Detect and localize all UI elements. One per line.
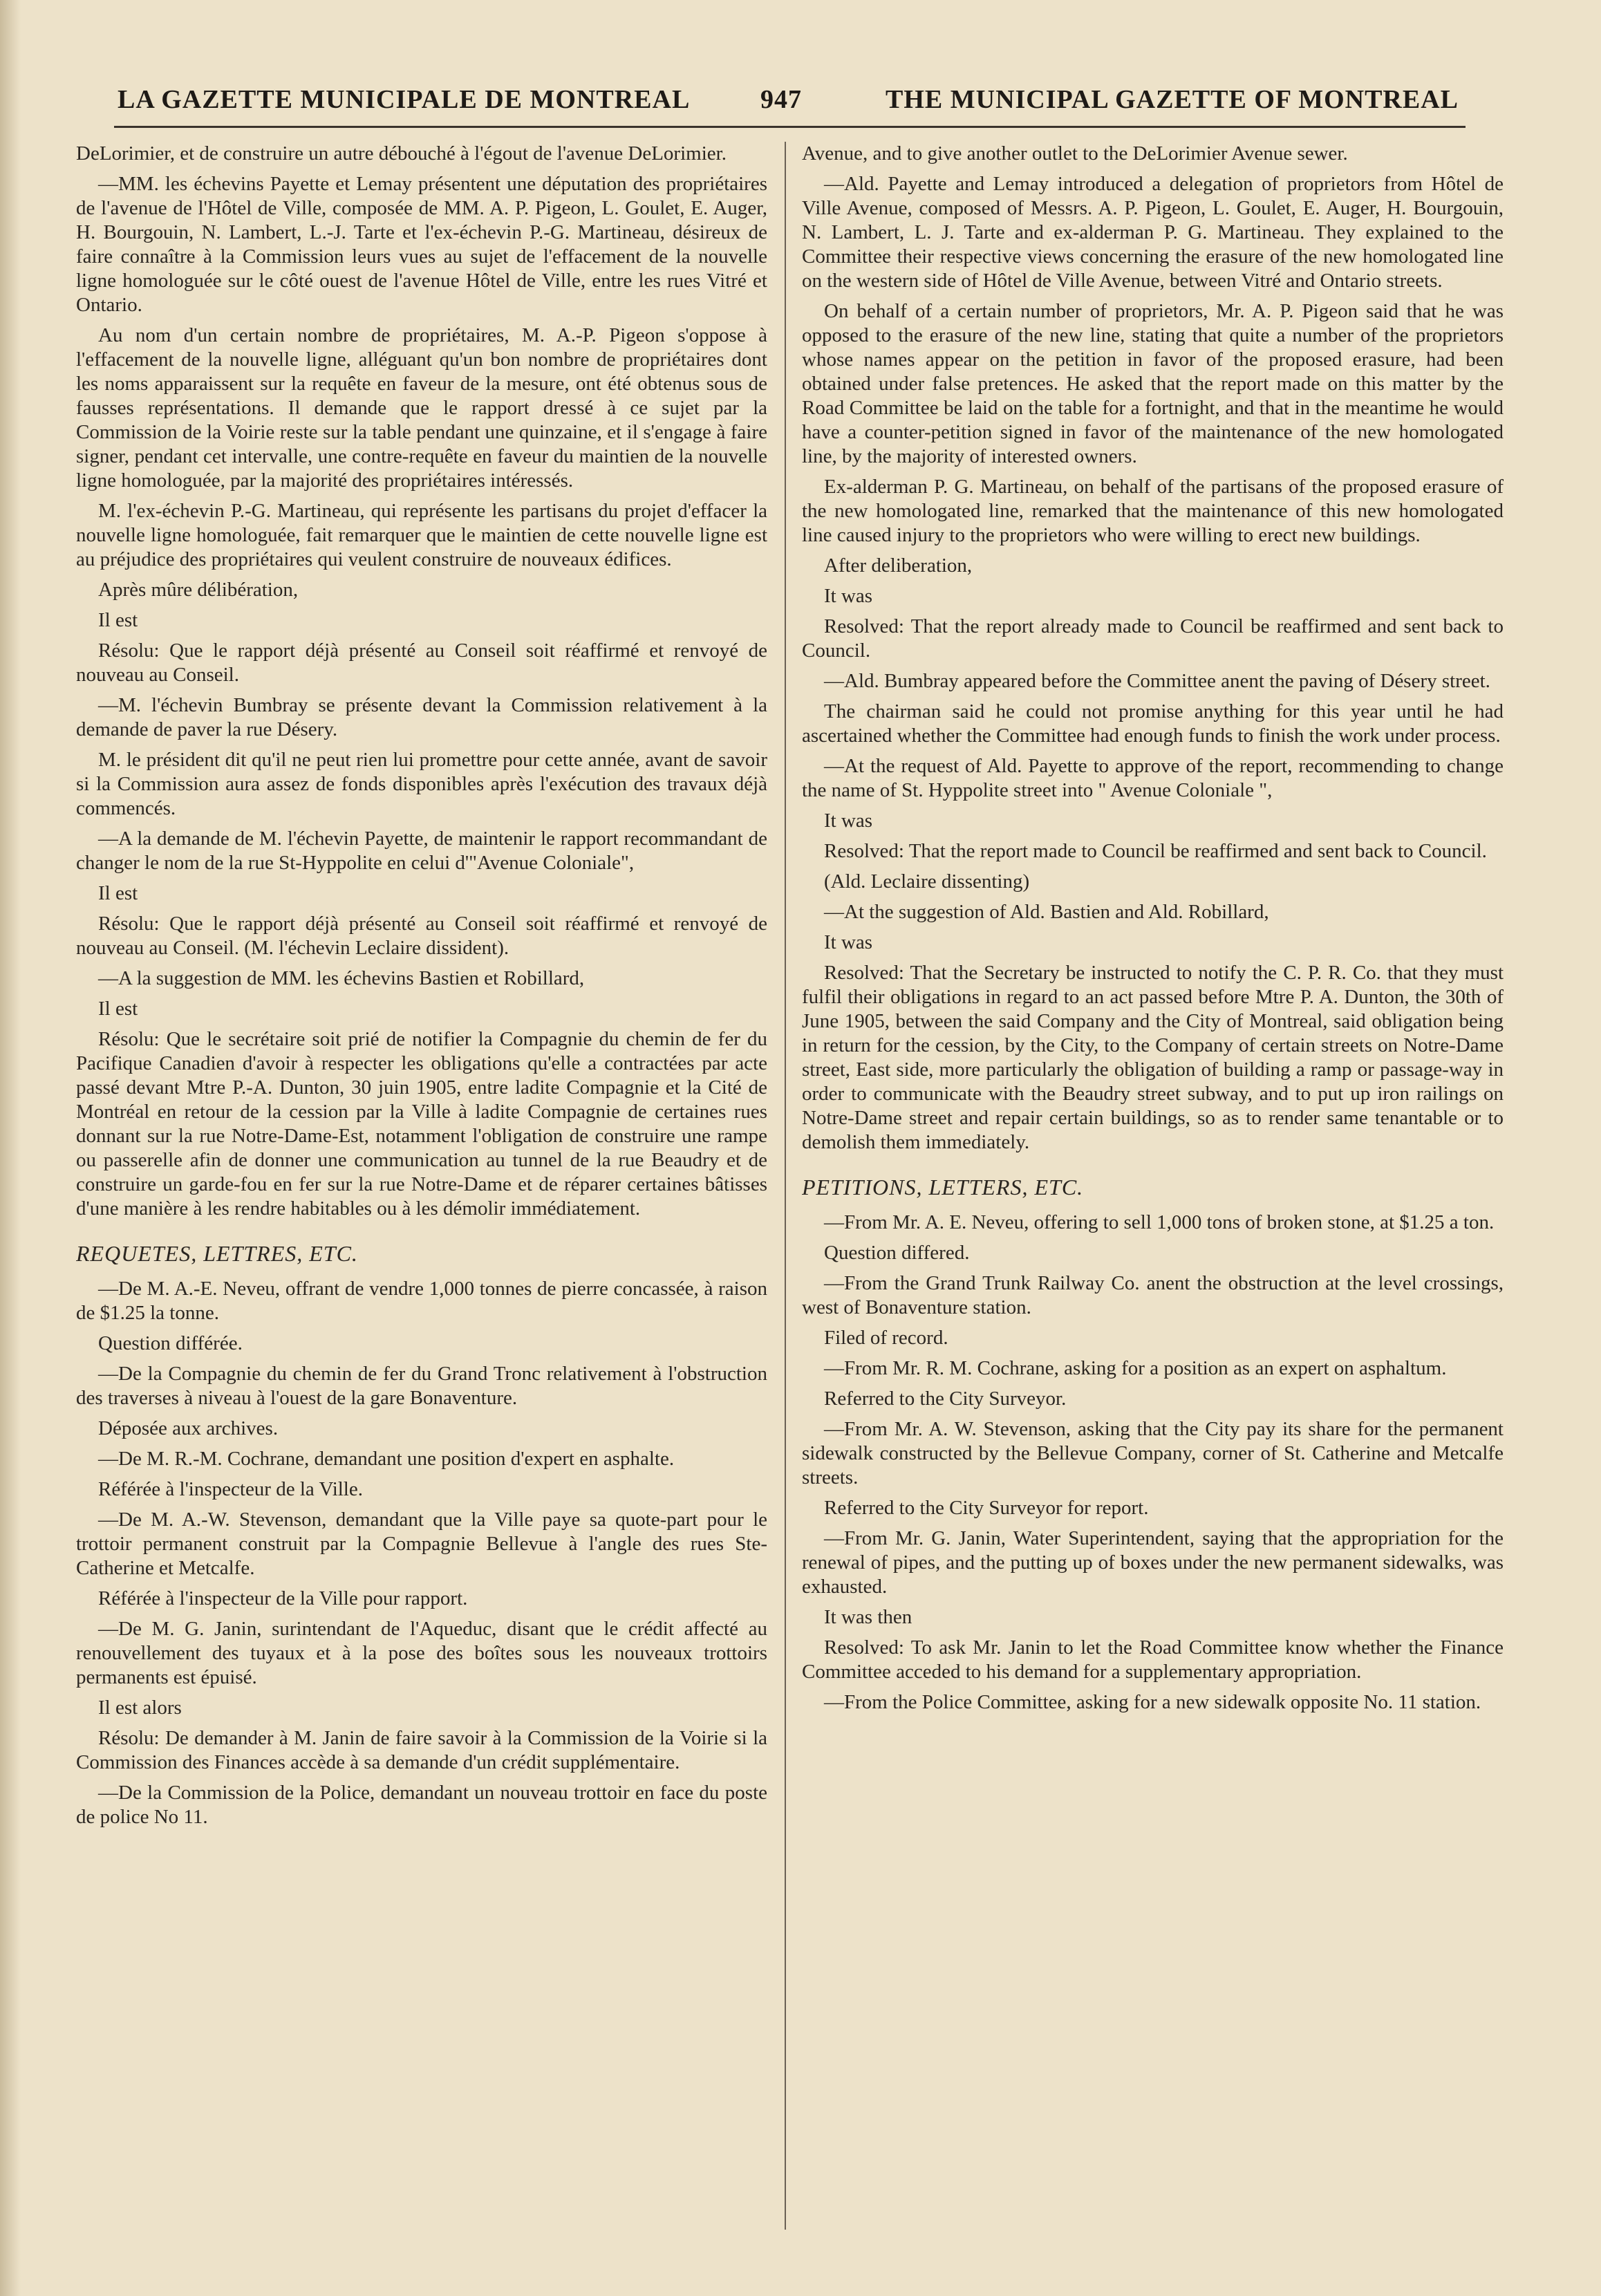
paragraph: —M. l'échevin Bumbray se présente devant la Commission relativement à la demande de paver la rue Désery.	[76, 694, 767, 740]
paragraph: Question différée.	[98, 1332, 243, 1354]
section-heading: PETITIONS, LETTERS, ETC.	[802, 1175, 1084, 1200]
paragraph: Resolved: That the report already made to Council be reaffirmed and sent back to Council.	[802, 615, 1504, 662]
paragraph: Il est	[98, 998, 138, 1020]
section-heading: REQUETES, LETTRES, ETC.	[76, 1241, 358, 1266]
paragraph: Il est	[98, 882, 138, 904]
paragraph: Au nom d'un certain nombre de propriétaires, M. A.-P. Pigeon s'oppose à l'effacement de la nouvelle ligne, alléguant qu'un bon nombre de propriétaires dont les noms apparaissent sur la requête en faveur de la mesure, ont été obtenus sous de fausses représentations. Il demande que le rapport dressé à ce sujet par la Commission de la Voirie reste sur la table pendant une quinzaine, et il s'engage à faire signer, pendant cet intervalle, une contre-requête en faveur du maintien de la nouvelle ligne homologuée, par la majorité des propriétaires intéressés.	[76, 324, 767, 492]
paragraph: Résolu: De demander à M. Janin de faire savoir à la Commission de la Voirie si la Commission des Finances accède à sa demande d'un crédit supplémentaire.	[76, 1727, 767, 1773]
header-rule	[114, 126, 1466, 128]
paragraph: Résolu: Que le rapport déjà présenté au Conseil soit réaffirmé et renvoyé de nouveau au Conseil.	[76, 640, 767, 686]
paragraph: —De M. A.-E. Neveu, offrant de vendre 1,000 tonnes de pierre concassée, à raison de $1.25 la tonne.	[76, 1278, 767, 1324]
page-number: 947	[760, 85, 802, 114]
paragraph: —De M. A.-W. Stevenson, demandant que la Ville paye sa quote-part pour le trottoir permanent construit par la Compagnie Bellevue à l'angle des rues Ste-Catherine et Metcalfe.	[76, 1509, 767, 1579]
running-header	[118, 84, 1459, 124]
paragraph: Il est alors	[98, 1697, 182, 1719]
paragraph: —From Mr. G. Janin, Water Superintendent, saying that the appropriation for the renewal of pipes, and the putting up of boxes under the new permanent sidewalks, was exhausted.	[802, 1527, 1504, 1598]
french-column	[76, 142, 767, 2243]
paragraph: —From Mr. A. W. Stevenson, asking that the City pay its share for the permanent sidewalk constructed by the Bellevue Company, corner of St. Catherine and Metcalfe streets.	[802, 1418, 1504, 1488]
page-binding-shadow	[0, 0, 21, 2296]
paragraph: Referred to the City Surveyor.	[824, 1388, 1067, 1410]
paragraph: —From the Police Committee, asking for a new sidewalk opposite No. 11 station.	[824, 1691, 1481, 1713]
paragraph: After deliberation,	[824, 554, 973, 577]
paragraph: It was	[824, 810, 873, 832]
paragraph: —At the suggestion of Ald. Bastien and Ald. Robillard,	[824, 901, 1269, 923]
paragraph: Resolved: That the Secretary be instructed to notify the C. P. R. Co. that they must fulfil their obligations in regard to an act passed before Mtre P. A. Dunton, the 30th of June 1905, between the said Company and the City of Montreal, said obligation being in return for the cession, by the City, to the Company of certain streets on Notre-Dame street, East side, more particularly the obligation of building a ramp or passage-way in order to communicate with the Beaudry street subway, and to put up iron railings on Notre-Dame street and repair certain buildings, so as to render same tenantable or to demolish them immediately.	[802, 962, 1504, 1153]
paragraph: —At the request of Ald. Payette to approve of the report, recommending to change the name of St. Hyppolite street into " Avenue Coloniale ",	[802, 755, 1504, 801]
paragraph: DeLorimier, et de construire un autre débouché à l'égout de l'avenue DeLorimier.	[76, 142, 727, 165]
paragraph: Référée à l'inspecteur de la Ville pour rapport.	[98, 1587, 468, 1609]
column-divider	[785, 142, 786, 2230]
paragraph: —A la suggestion de MM. les échevins Bastien et Robillard,	[98, 967, 585, 989]
paragraph: —De M. R.-M. Cochrane, demandant une position d'expert en asphalte.	[98, 1448, 675, 1470]
paragraph: —De la Compagnie du chemin de fer du Grand Tronc relativement à l'obstruction des traverses à niveau à l'ouest de la gare Bonaventure.	[76, 1363, 767, 1409]
paragraph: The chairman said he could not promise anything for this year until he had ascertained whether the Committee had enough funds to finish the work under process.	[802, 700, 1504, 747]
paragraph: It was	[824, 931, 873, 953]
paragraph: It was then	[824, 1606, 912, 1628]
header-english-title: THE MUNICIPAL GAZETTE OF MONTREAL	[886, 85, 1459, 114]
paragraph: —A la demande de M. l'échevin Payette, de maintenir le rapport recommandant de changer le nom de la rue St-Hyppolite en celui d'"Avenue Coloniale",	[76, 828, 767, 874]
paragraph: Référée à l'inspecteur de la Ville.	[98, 1478, 363, 1500]
paragraph: Resolved: That the report made to Council be reaffirmed and sent back to Council.	[824, 840, 1487, 862]
paragraph: —Ald. Bumbray appeared before the Committee anent the paving of Désery street.	[824, 670, 1490, 692]
paragraph: —De la Commission de la Police, demandant un nouveau trottoir en face du poste de police No 11.	[76, 1782, 767, 1828]
paragraph: M. le président dit qu'il ne peut rien lui promettre pour cette année, avant de savoir si la Commission aura assez de fonds disponibles après l'exécution des travaux déjà commencés.	[76, 749, 767, 819]
paragraph: It was	[824, 585, 873, 607]
paragraph: —De M. G. Janin, surintendant de l'Aqueduc, disant que le crédit affecté au renouvellement des tuyaux et à la pose des boîtes sous les nouveaux trottoirs permanents est épuisé.	[76, 1618, 767, 1688]
paragraph: Après mûre délibération,	[98, 579, 299, 601]
paragraph: Résolu: Que le secrétaire soit prié de notifier la Compagnie du chemin de fer du Pacifique Canadien d'avoir à respecter les obligations qu'elle a contractées par acte passé devant Mtre P.-A. Dunton, 30 juin 1905, entre ladite Compagnie et la Cité de Montréal en retour de la cession par la Ville à ladite Compagnie de certaines rues donnant sur la rue Notre-Dame-Est, notamment l'obligation de construire une rampe ou passerelle afin de donner une communication au tunnel de la rue Beaudry et de construire un garde-fou en fer sur la rue Notre-Dame et de réparer certaines bâtisses d'une manière à les rendre habitables ou à les démolir immédiatement.	[76, 1028, 767, 1220]
paragraph: Filed of record.	[824, 1327, 948, 1349]
paragraph: Il est	[98, 609, 138, 631]
paragraph: (Ald. Leclaire dissenting)	[824, 870, 1030, 893]
paragraph: Avenue, and to give another outlet to the DeLorimier Avenue sewer.	[802, 142, 1348, 165]
paragraph: Resolved: To ask Mr. Janin to let the Road Committee know whether the Finance Committee acceded to his demand for a supplementary appropriation.	[802, 1636, 1504, 1683]
paragraph: —From Mr. R. M. Cochrane, asking for a position as an expert on asphaltum.	[824, 1357, 1447, 1379]
paragraph: —From Mr. A. E. Neveu, offering to sell 1,000 tons of broken stone, at $1.25 a ton.	[824, 1211, 1495, 1233]
paragraph: Referred to the City Surveyor for report.	[824, 1497, 1149, 1519]
english-column	[802, 142, 1504, 2243]
paragraph: —Ald. Payette and Lemay introduced a delegation of proprietors from Hôtel de Ville Avenue, composed of Messrs. A. P. Pigeon, L. Goulet, E. Auger, H. Bourgouin, N. Lambert, L. J. Tarte and ex-alderman P. G. Martineau. They explained to the Committee their respective views concerning the erasure of the new homologated line on the western side of Hôtel de Ville Avenue, between Vitré and Ontario streets.	[802, 173, 1504, 292]
paragraph: M. l'ex-échevin P.-G. Martineau, qui représente les partisans du projet d'effacer la nouvelle ligne homologuée, fait remarquer que le maintien de cette nouvelle ligne est au préjudice des propriétaires qui veulent construire de nouveaux édifices.	[76, 500, 767, 570]
paragraph: On behalf of a certain number of proprietors, Mr. A. P. Pigeon said that he was opposed to the erasure of the new line, stating that quite a number of the proprietors whose names appear on the petition in favor of the proposed erasure, had been obtained under false pretences. He asked that the report made on this matter by the Road Committee be laid on the table for a fortnight, and that in the meantime he would have a counter-petition signed in favor of the maintenance of the new homologated line, by the majority of interested owners.	[802, 300, 1504, 467]
header-french-title: LA GAZETTE MUNICIPALE DE MONTREAL	[118, 85, 691, 114]
paragraph: Déposée aux archives.	[98, 1417, 279, 1439]
paragraph: —MM. les échevins Payette et Lemay présentent une députation des propriétaires de l'avenue de l'Hôtel de Ville, composée de MM. A. P. Pigeon, L. Goulet, E. Auger, H. Bourgouin, N. Lambert, L.-J. Tarte et l'ex-échevin P.-G. Martineau, désireux de faire connaître à la Commission leurs vues au sujet de l'effacement de la nouvelle ligne homologuée sur le côté ouest de l'avenue Hôtel de Ville, entre les rues Vitré et Ontario.	[76, 173, 767, 316]
paragraph: Question differed.	[824, 1242, 970, 1264]
paragraph: Ex-alderman P. G. Martineau, on behalf of the partisans of the proposed erasure of the new homologated line, remarked that the maintenance of this new homologated line caused injury to the proprietors who were willing to erect new buildings.	[802, 476, 1504, 546]
paragraph: —From the Grand Trunk Railway Co. anent the obstruction at the level crossings, west of Bonaventure station.	[802, 1272, 1504, 1318]
paragraph: Résolu: Que le rapport déjà présenté au Conseil soit réaffirmé et renvoyé de nouveau au Conseil. (M. l'échevin Leclaire dissident).	[76, 913, 767, 959]
